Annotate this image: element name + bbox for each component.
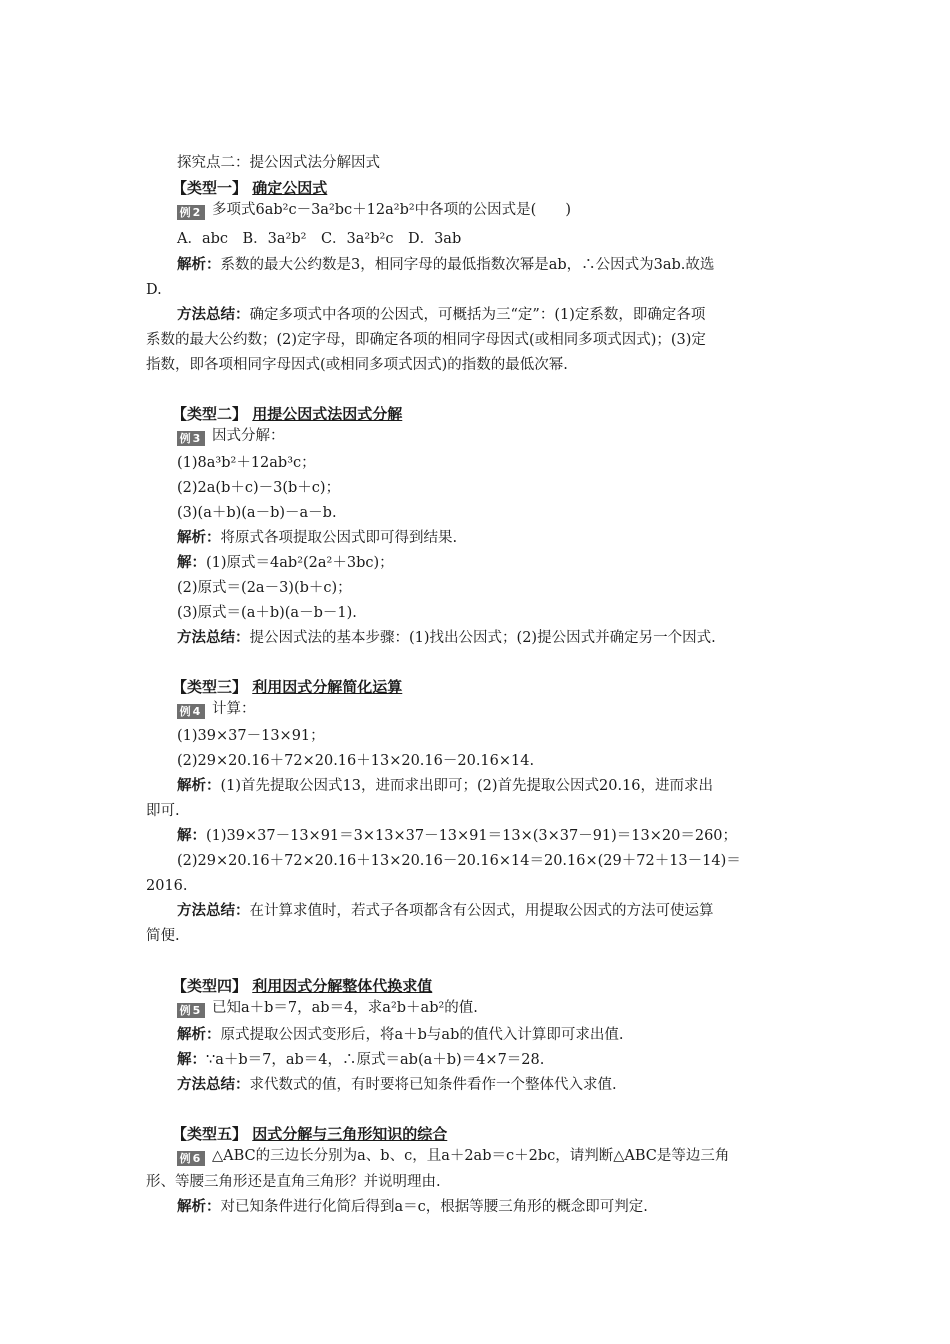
type4-solution: 解：∵a＋b＝7，ab＝4，∴原式＝ab(a＋b)＝4×7＝28. [177,1051,545,1068]
type5-heading-label: 【类型五】 [172,1125,248,1143]
example-3-item-3: (3)(a＋b)(a－b)－a－b. [177,505,337,521]
type3-solution-2: (2)29×20.16＋72×20.16＋13×20.16－20.16×14＝20.16×(29＋72＋13－14)＝ [177,853,741,869]
example-4-question: 例4 计算： [177,699,806,719]
type2-solution-2: (2)原式＝(2a－3)(b＋c)； [177,580,352,596]
type3-analysis: 解析：(1)首先提取公因式13，进而求出即可；(2)首先提取公因式20.16，进而求出 [177,777,714,794]
type2-heading-label: 【类型二】 [172,405,248,423]
example-badge: 例3 [177,431,205,446]
type3-solution-3: 2016. [146,878,188,894]
example-4-item-1: (1)39×37－13×91； [177,728,325,744]
type3-solution-1: 解：(1)39×37－13×91＝3×13×37－13×91＝13×(3×37－91)＝13×20＝260； [177,827,738,844]
example-badge: 例5 [177,1003,205,1018]
type4-analysis: 解析：原式提取公因式变形后，将a＋b与ab的值代入计算即可求出值. [177,1026,624,1043]
type2-solution-3: (3)原式＝(a＋b)(a－b－1). [177,605,357,621]
type2-analysis: 解析：将原式各项提取公因式即可得到结果. [177,529,458,546]
type1-heading-title: 确定公因式 [252,179,328,197]
type4-heading [172,976,832,996]
example-5-question: 例5 已知a＋b＝7，ab＝4，求a²b＋ab²的值. [177,998,806,1018]
example-6-question: 例6 △ABC的三边长分别为a、b、c，且a＋2ab＝c＋2bc，请判断△ABC是等边三角 [177,1146,806,1166]
example-2-question: 例2 多项式6ab²c－3a²bc＋12a²b²中各项的公因式是( ) [177,200,806,220]
type1-summary: 方法总结：确定多项式中各项的公因式，可概括为三“定”：(1)定系数，即确定各项 [177,306,706,323]
type1-heading [172,178,832,198]
type3-summary-cont: 简便. [146,928,180,944]
type3-heading-label: 【类型三】 [172,678,248,696]
type2-heading-title: 用提公因式法因式分解 [252,405,403,423]
type3-summary: 方法总结：在计算求值时，若式子各项都含有公因式，用提取公因式的方法可使运算 [177,902,714,919]
example-3-item-1: (1)8a³b²＋12ab³c； [177,455,316,471]
type1-analysis: 解析：系数的最大公约数是3，相同字母的最低指数次幂是ab，∴公因式为3ab.故选 [177,256,715,273]
type2-solution-1: 解：(1)原式＝4ab²(2a²＋3bc)； [177,554,394,571]
type1-heading-label: 【类型一】 [172,179,248,197]
type5-heading-title: 因式分解与三角形知识的综合 [252,1125,448,1143]
example-badge: 例6 [177,1151,205,1166]
example-2-options: A．abc B．3a²b² C．3a²b²c D．3ab [177,231,462,247]
type5-heading [172,1124,832,1144]
type3-heading [172,677,832,697]
example-badge: 例2 [177,205,205,220]
example-badge: 例4 [177,704,205,719]
type1-summary-cont-2: 指数，即各项相同字母因式(或相同多项式因式)的指数的最低次幂. [146,357,568,373]
type3-analysis-cont: 即可. [146,803,180,819]
example-4-item-2: (2)29×20.16＋72×20.16＋13×20.16－20.16×14. [177,753,535,769]
type2-summary: 方法总结：提公因式法的基本步骤：(1)找出公因式；(2)提公因式并确定另一个因式. [177,629,716,646]
type1-summary-cont-1: 系数的最大公约数；(2)定字母，即确定各项的相同字母因式(或相同多项式因式)；(3)定 [146,332,706,348]
type4-heading-title: 利用因式分解整体代换求值 [252,977,433,995]
example-6-question-cont: 形、等腰三角形还是直角三角形？并说明理由. [146,1174,441,1190]
section-title: 探究点二：提公因式法分解因式 [177,155,380,171]
type3-heading-title: 利用因式分解简化运算 [252,678,403,696]
type5-analysis: 解析：对已知条件进行化简后得到a＝c，根据等腰三角形的概念即可判定. [177,1198,648,1215]
type1-analysis-cont: D. [146,282,162,298]
type4-summary: 方法总结：求代数式的值，有时要将已知条件看作一个整体代入求值. [177,1076,617,1093]
type4-heading-label: 【类型四】 [172,977,248,995]
example-3-item-2: (2)2a(b＋c)－3(b＋c)； [177,480,341,496]
type2-heading [172,404,832,424]
example-3-question: 例3 因式分解： [177,426,806,446]
